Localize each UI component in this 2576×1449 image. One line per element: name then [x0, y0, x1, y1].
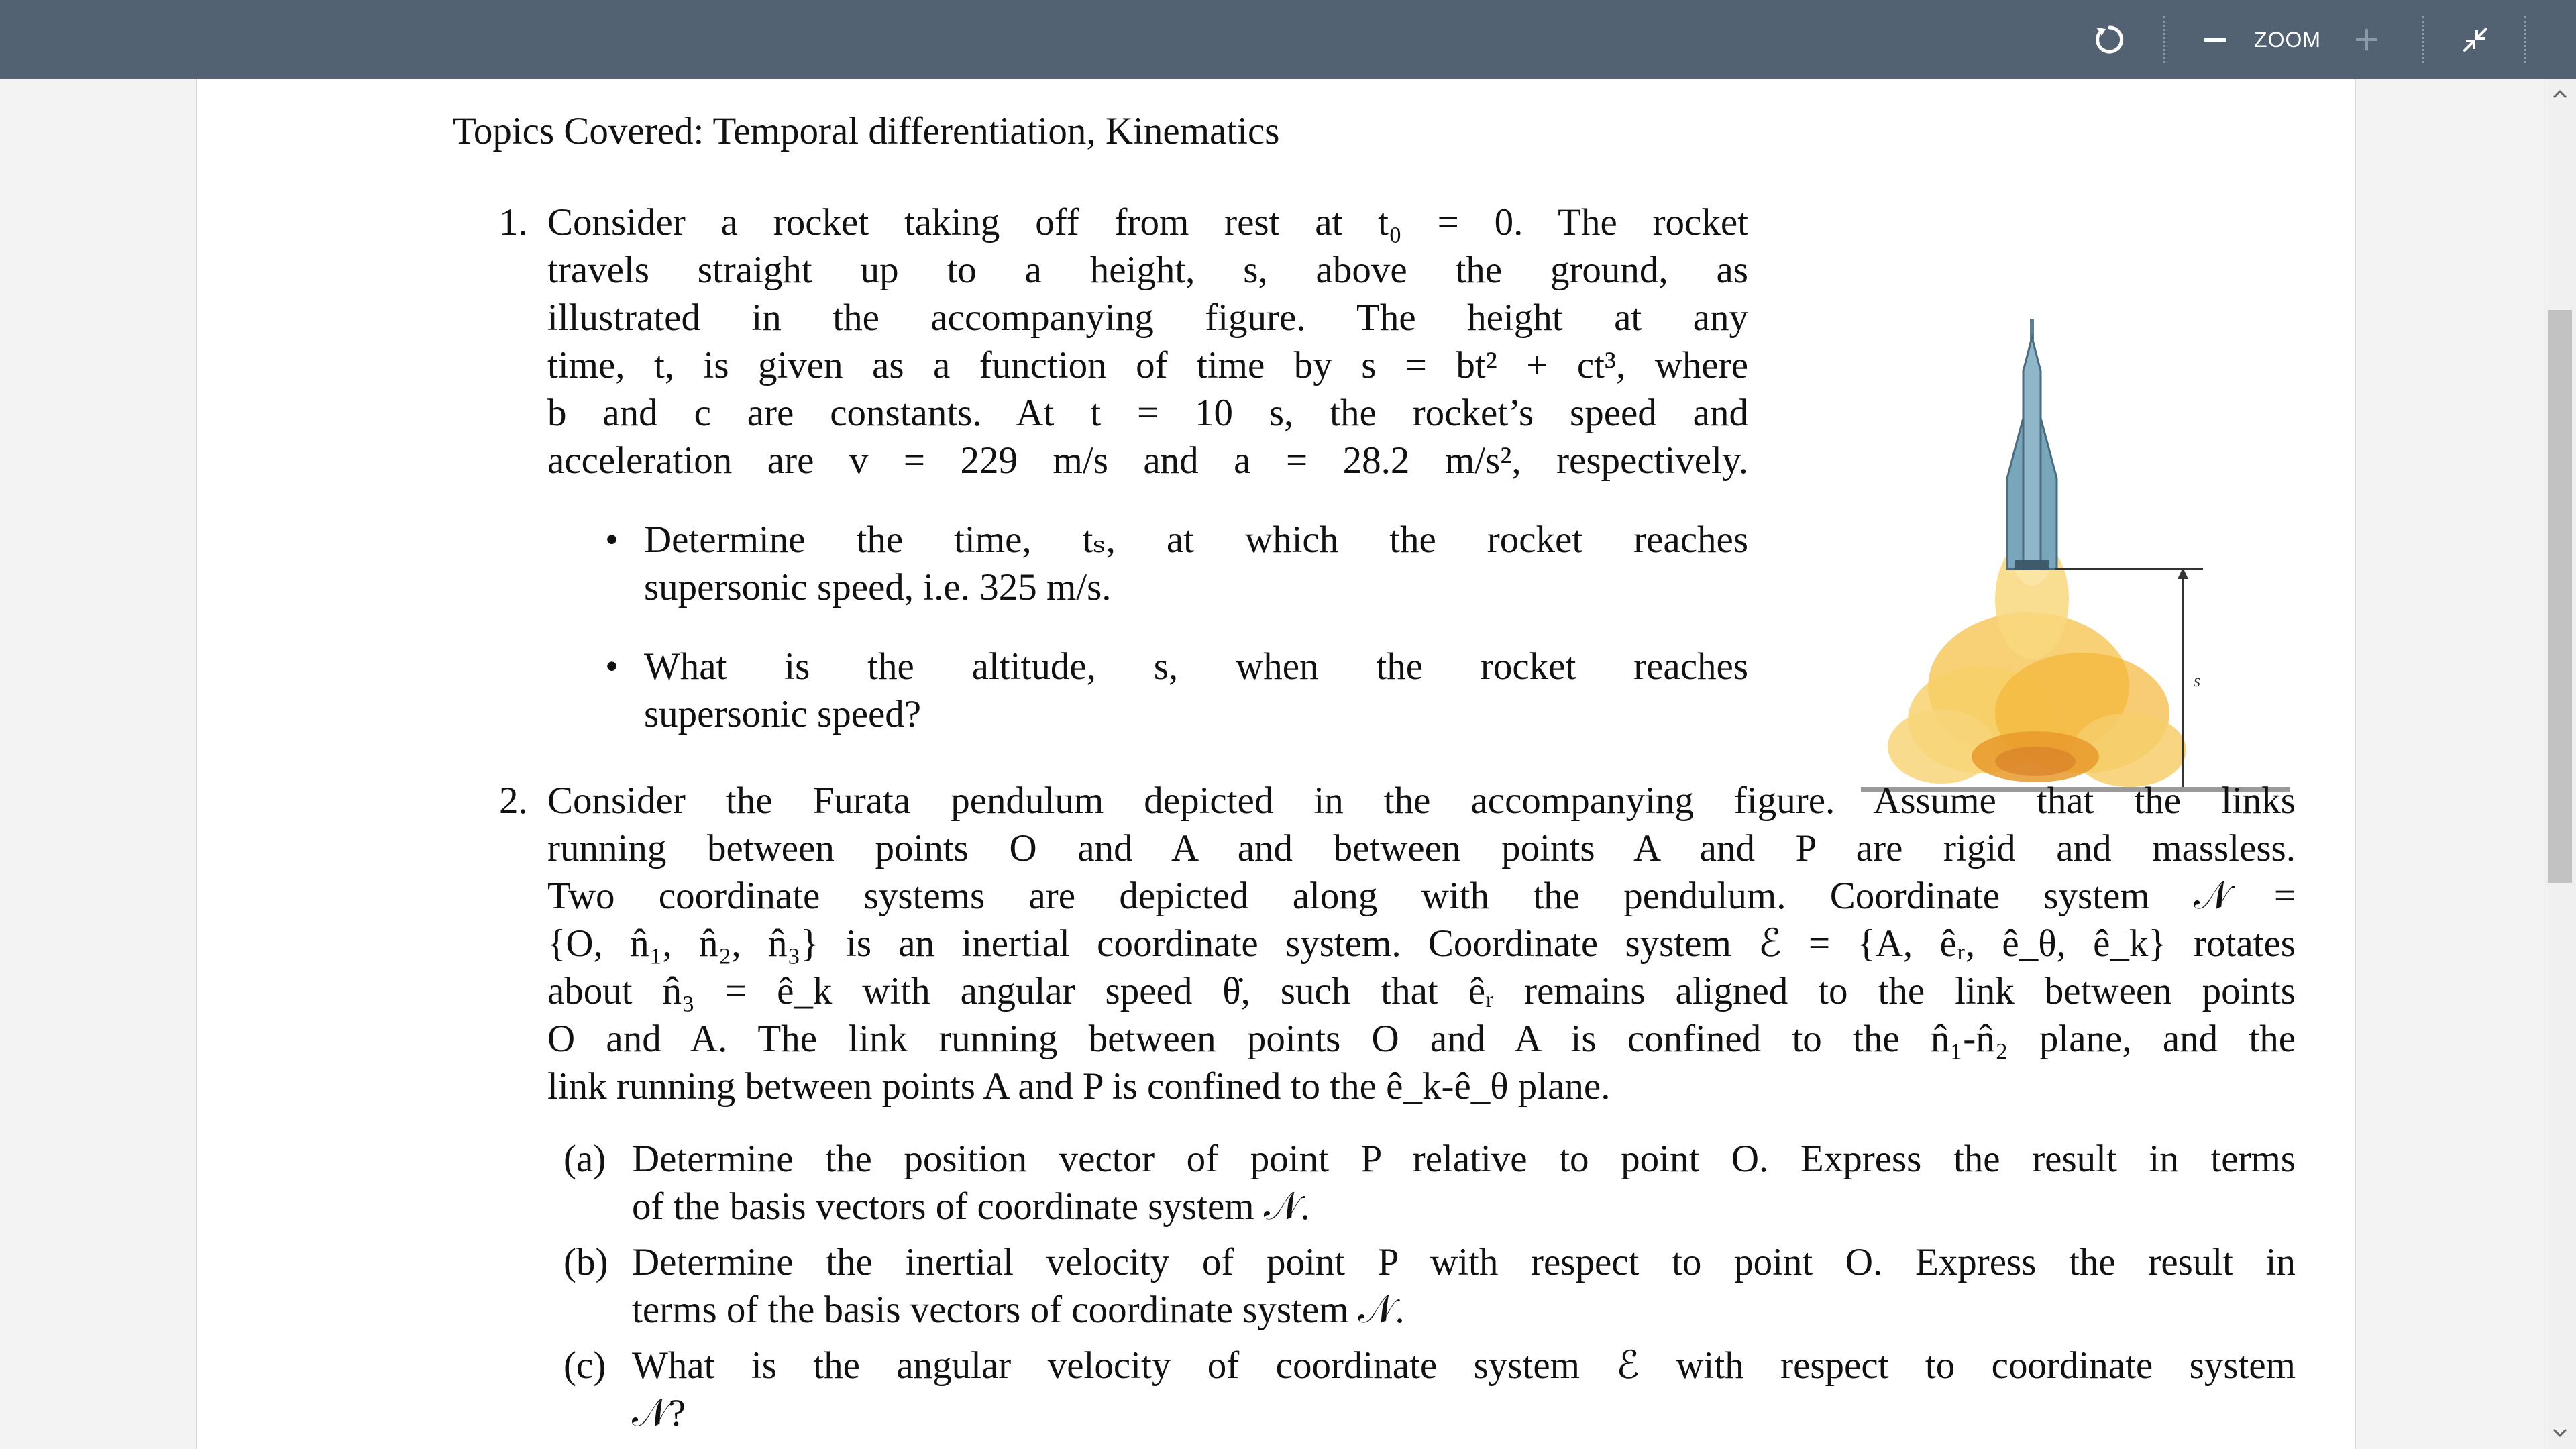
height-label: s — [2194, 671, 2201, 690]
problem-1-number: 1. — [499, 201, 528, 244]
chevron-down-icon — [2552, 1428, 2568, 1438]
zoom-out-button[interactable] — [2195, 0, 2235, 79]
refresh-button[interactable] — [2086, 0, 2133, 79]
problem-1-line: Consider a rocket taking off from rest at t₀ = 0. The rocket — [547, 201, 1748, 244]
rocket-body — [2007, 319, 2057, 570]
zoom-out-icon — [2202, 26, 2229, 53]
toolbar-separator — [2163, 16, 2165, 63]
problem-2-line: link running between points A and P is confined to the ê_k-ê_θ plane. — [547, 1065, 1611, 1108]
part-line: terms of the basis vectors of coordinate system 𝒩. — [632, 1289, 1405, 1331]
part-label: (c) — [564, 1344, 606, 1387]
bullet-line: Determine the time, tₛ, at which the rocket reaches — [644, 519, 1748, 561]
problem-1-line: time, t, is given as a function of time by s = bt² + ct³, where — [547, 344, 1748, 386]
part-line: 𝒩? — [632, 1392, 686, 1434]
rocket-figure — [1854, 311, 2297, 800]
refresh-icon — [2092, 22, 2127, 57]
problem-2-line: Consider the Furata pendulum depicted in the accompanying figure. Assume that the links — [547, 780, 2296, 822]
problem-2-line: O and A. The link running between points O and A is confined to the n̂₁-n̂₂ plane, and the — [547, 1018, 2296, 1060]
problem-2-line: {O, n̂₁, n̂₂, n̂₃} is an inertial coordinate system. Coordinate system ℰ = {A, êᵣ, ê_θ, ê_k} rotates — [547, 922, 2296, 965]
part-line: Determine the position vector of point P relative to point O. Express the result in terms — [632, 1138, 2296, 1180]
part-line: Determine the inertial velocity of point P with respect to point O. Express the result in — [632, 1241, 2296, 1283]
bullet-line: supersonic speed, i.e. 325 m/s. — [644, 566, 1112, 608]
viewer-toolbar — [0, 0, 2576, 79]
zoom-in-icon — [2353, 26, 2380, 53]
collapse-button[interactable] — [2452, 0, 2499, 79]
topics-heading: Topics Covered: Temporal differentiation, Kinematics — [453, 110, 1280, 152]
zoom-label: ZOOM — [2254, 27, 2321, 52]
bullet-marker: • — [605, 519, 619, 561]
toolbar-separator — [2422, 16, 2424, 63]
part-label: (b) — [564, 1241, 608, 1283]
part-line: What is the angular velocity of coordinate system ℰ with respect to coordinate system — [632, 1344, 2296, 1387]
chevron-up-icon — [2552, 89, 2568, 99]
bullet-marker: • — [605, 645, 619, 688]
problem-2-line: Two coordinate systems are depicted along with the pendulum. Coordinate system 𝒩 = — [547, 875, 2296, 917]
bullet-line: What is the altitude, s, when the rocket reaches — [644, 645, 1748, 688]
problem-1-line: travels straight up to a height, s, above the ground, as — [547, 249, 1748, 291]
part-label: (a) — [564, 1138, 606, 1180]
scroll-down-button[interactable] — [2548, 1421, 2572, 1445]
problem-2-number: 2. — [499, 780, 528, 822]
scrollbar-thumb[interactable] — [2548, 310, 2572, 883]
bullet-line: supersonic speed? — [644, 693, 922, 735]
problem-2-line: running between points O and A and between points A and P are rigid and massless. — [547, 827, 2296, 869]
toolbar-separator — [2524, 16, 2526, 63]
document-page — [196, 79, 2356, 1449]
problem-2-line: about n̂₃ = ê_k with angular speed θ̇, such that êᵣ remains aligned to the link between points — [547, 970, 2296, 1012]
scroll-up-button[interactable] — [2548, 82, 2572, 106]
collapse-icon — [2459, 23, 2491, 56]
part-line: of the basis vectors of coordinate system 𝒩. — [632, 1185, 1310, 1228]
zoom-in-button[interactable] — [2347, 0, 2387, 79]
problem-1-line: b and c are constants. At t = 10 s, the rocket’s speed and — [547, 392, 1748, 434]
problem-1-line: illustrated in the accompanying figure. The height at any — [547, 297, 1748, 339]
problem-1-line: acceleration are v = 229 m/s and a = 28.2 m/s², respectively. — [547, 439, 1748, 482]
